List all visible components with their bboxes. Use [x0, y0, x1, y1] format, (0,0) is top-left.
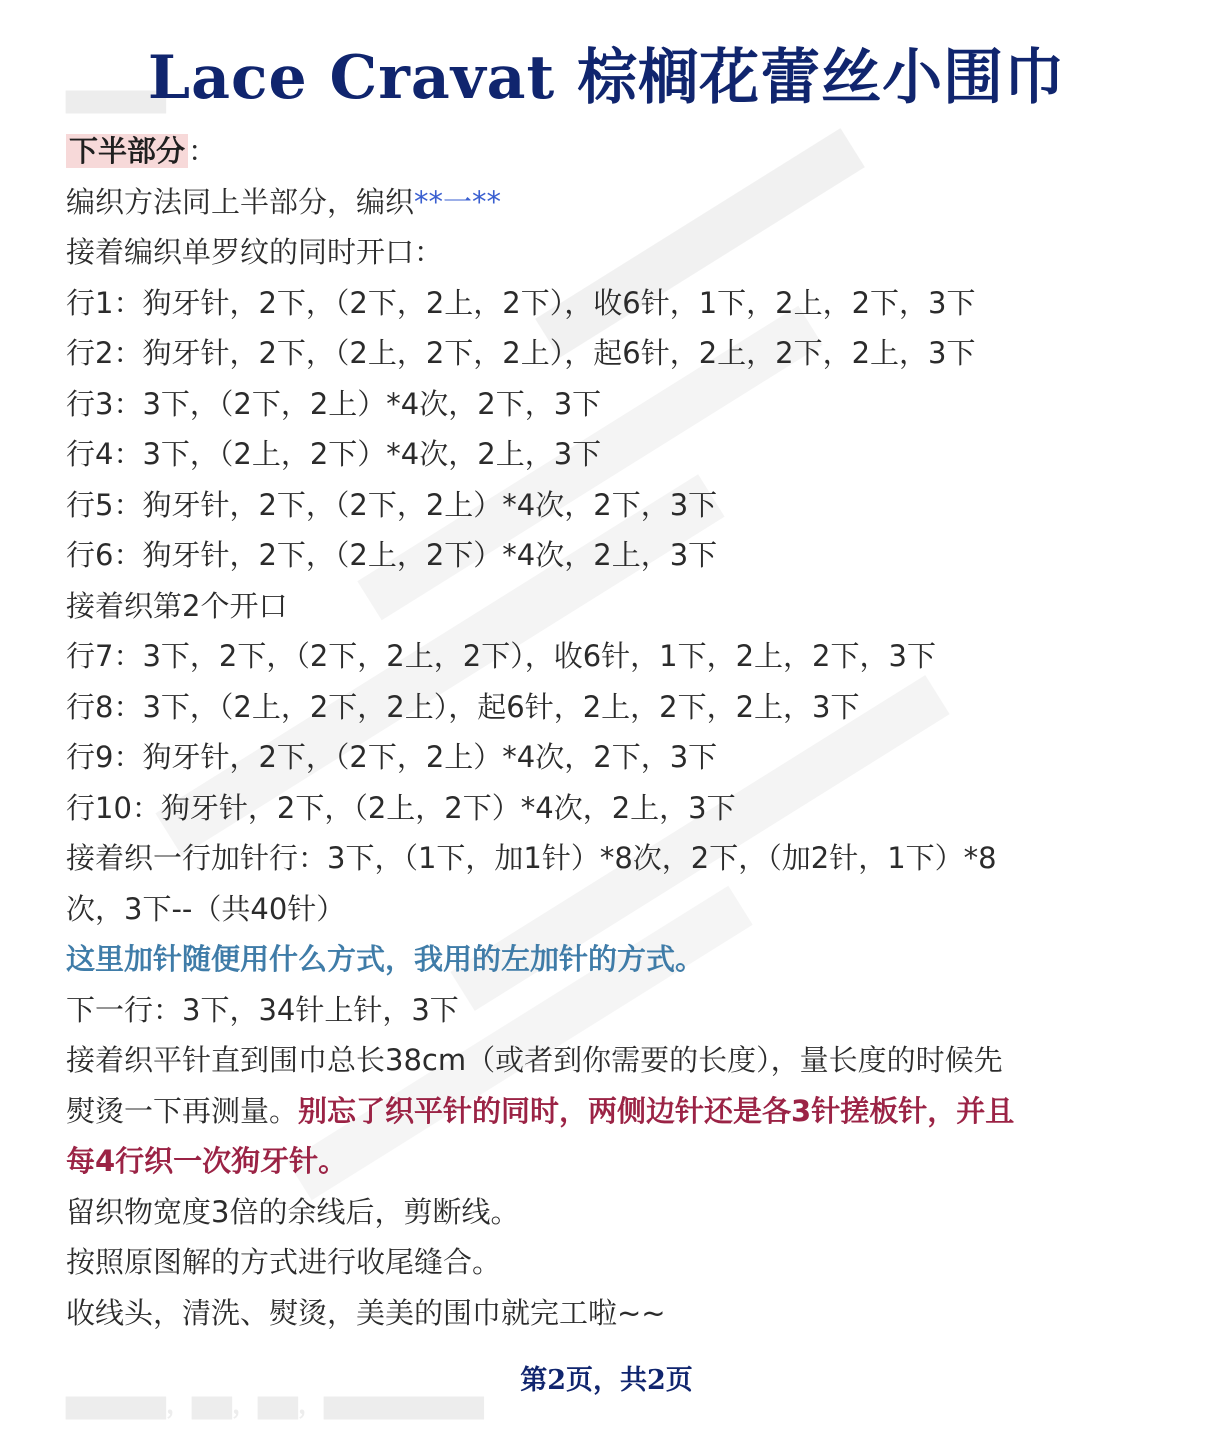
cut-yarn-line: 留织物宽度3倍的余线后，剪断线。 — [66, 1194, 520, 1229]
section-heading — [66, 126, 1156, 177]
reminder-text: 别忘了织平针的同时，两侧边针还是各3针搓板针，并且 — [298, 1093, 1015, 1128]
row-9: 行9：狗牙针，2下，（2下，2上）*4次，2下，3下 — [66, 740, 718, 774]
row-3: 行3：3下，（2下，2上）*4次，2下，3下 — [66, 386, 602, 421]
row-4: 行4：3下，（2上，2下）*4次，2上，3下 — [66, 437, 602, 471]
section-label-suffix: ： — [188, 134, 218, 168]
sew-line: 按照原图解的方式进行收尾缝合。 — [66, 1245, 502, 1279]
increase-row-line-2: 次，3下--（共40针） — [66, 891, 346, 926]
stockinette-text: 熨烫一下再测量。 — [66, 1093, 299, 1128]
next-row-line: 下一行：3下，34针上针，3下 — [66, 992, 459, 1027]
reminder-line-2: 每4行织一次狗牙针。 — [66, 1144, 348, 1178]
page-number: 第2页，共2页 — [520, 1365, 693, 1396]
ghost-text-top: ▆▆▆▆▆ — [66, 84, 166, 114]
finish-line: 收线头，清洗、熨烫，美美的围巾就完工啦~~ — [66, 1295, 666, 1330]
stockinette-line-2 — [66, 1086, 1156, 1137]
intro-line — [66, 177, 1156, 228]
row-10: 行10：狗牙针，2下，（2上，2下）*4次，2上，3下 — [66, 790, 736, 825]
row-5: 行5：狗牙针，2下，（2下，2上）*4次，2下，3下 — [66, 487, 718, 522]
row-2: 行2：狗牙针，2下，（2上，2下，2上），起6针，2上，2下，2上，3下 — [66, 336, 976, 370]
row-6: 行6：狗牙针，2下，（2上，2下）*4次，2上，3下 — [66, 538, 718, 572]
intro-text: 编织方法同上半部分，编织 — [66, 184, 415, 219]
intro-stars: **一** — [414, 184, 502, 219]
open-start-line: 接着编织单罗纹的同时开口： — [66, 235, 444, 269]
increase-note: 这里加针随便用什么方式，我用的左加针的方式。 — [66, 942, 705, 976]
section-label: 下半部分 — [66, 134, 188, 168]
row-8: 行8：3下，（2上，2下，2上），起6针，2上，2下，2上，3下 — [66, 689, 860, 724]
row-7: 行7：3下，2下，（2下，2上，2下），收6针，1下，2上，2下，3下 — [66, 639, 936, 673]
ghost-text-bottom: ▆▆▆▆▆，▆▆，▆▆，▆▆▆▆▆▆▆▆ — [66, 1390, 484, 1420]
second-opening-line: 接着织第2个开口 — [66, 588, 288, 623]
stockinette-line-1: 接着织平针直到围巾总长38cm（或者到你需要的长度），量长度的时候先 — [66, 1043, 1003, 1077]
pattern-content — [66, 126, 1156, 1338]
page-title: Lace Cravat 棕榈花蕾丝小围巾 — [147, 43, 1066, 113]
row-1: 行1：狗牙针，2下，（2下，2上，2下），收6针，1下，2上，2下，3下 — [66, 285, 976, 320]
increase-row-line-1: 接着织一行加针行：3下，（1下，加1针）*8次，2下，（加2针，1下）*8 — [66, 841, 997, 875]
